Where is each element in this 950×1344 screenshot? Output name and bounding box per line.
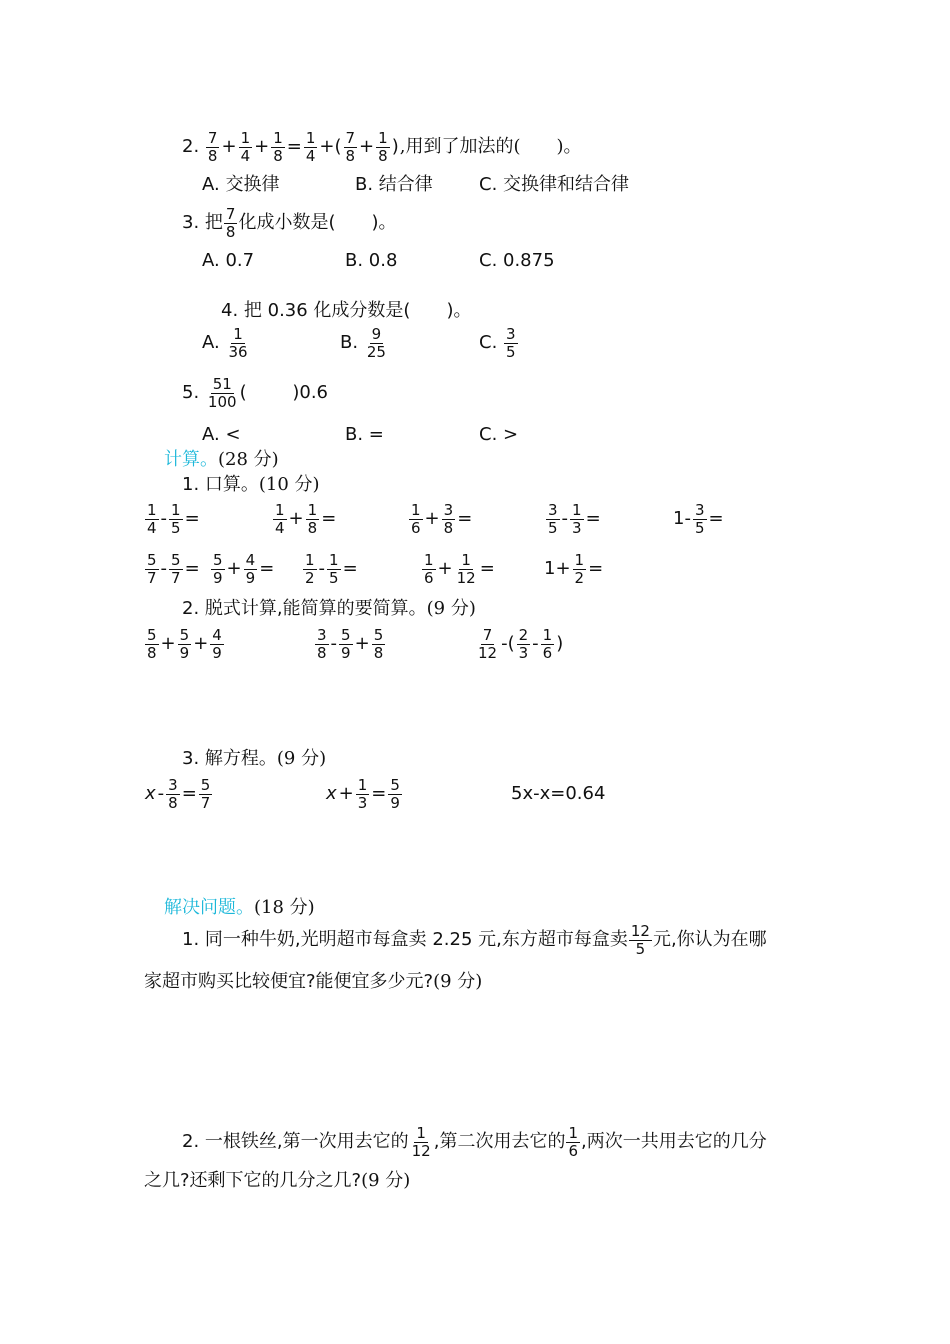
section-points: (18 分)	[254, 897, 315, 918]
section-title: 解决问题。	[164, 897, 254, 918]
stepwise-expr: $\frac{7}{12}$ -( $\frac{2}{3}$ - $\frac{1}{6}$ )	[478, 626, 564, 662]
equations-title: 3. 解方程。 (9 分)	[182, 748, 327, 769]
section-points: (28 分)	[218, 449, 279, 470]
oral-expr: $\frac{1}{6}$ + $\frac{3}{8}$ =	[411, 501, 473, 537]
q5-option-b[interactable]: B. =	[345, 424, 384, 445]
problem-1-line-2: 家超市购买比较便宜?能便宜多少元? (9 分)	[144, 971, 483, 992]
q4-close: )。	[446, 300, 472, 321]
fraction: $\frac{7}{8}$	[207, 129, 218, 165]
fraction: $\frac{9}{25}$	[366, 325, 386, 361]
problem-2-line-2: 之几?还剩下它的几分之几? (9 分)	[144, 1170, 411, 1191]
oral-expr: 1- $\frac{3}{5}$ =	[673, 501, 724, 537]
fraction: $\frac{1}{8}$	[273, 129, 283, 165]
fraction: $\frac{51}{100}$	[207, 375, 237, 411]
stepwise-expr: $\frac{3}{8}$ - $\frac{5}{9}$ + $\frac{5}{8}$	[317, 626, 384, 662]
oral-title: 1. 口算。 (10 分)	[182, 474, 320, 495]
q3-option-a[interactable]: A. 0.7	[202, 250, 255, 271]
q4-stem	[221, 302, 471, 320]
oral-expr: $\frac{1}{4}$ - $\frac{1}{5}$ =	[147, 501, 200, 537]
oral-expr: $\frac{1}{4}$ + $\frac{1}{8}$ =	[275, 501, 337, 537]
fraction: $\frac{1}{4}$	[240, 129, 251, 165]
fraction: $\frac{7}{8}$	[345, 129, 356, 165]
q4-option-b[interactable]: B. $\frac{9}{25}$	[340, 325, 386, 361]
problem-2-line-1: 2. 一根铁丝,第一次用去它的 $\frac{1}{12}$ ,第二次用去它的 $\frac{1}{6}$ ,两次一共用去它的几分	[182, 1124, 767, 1160]
q5-stem	[182, 376, 328, 410]
q2-close: )。	[556, 136, 582, 157]
section-title: 计算。	[164, 449, 218, 470]
equation: x - $\frac{3}{8}$ = $\frac{5}{7}$	[145, 776, 211, 812]
oral-expr: 1+ $\frac{1}{2}$ =	[544, 551, 604, 587]
q2-suffix: ,用到了加法的(	[399, 136, 521, 157]
q5-text: ( )0.6	[239, 382, 329, 403]
q4-text: 4. 把 0.36 化成分数是(	[221, 300, 411, 321]
q2-option-b[interactable]: B. 结合律	[355, 174, 433, 195]
oral-expr: $\frac{3}{5}$ - $\frac{1}{3}$ =	[548, 501, 601, 537]
oral-expr: $\frac{1}{6}$ + $\frac{1}{12}$ =	[424, 551, 495, 587]
q4-option-a[interactable]: A. $\frac{1}{36}$	[202, 325, 248, 361]
fraction: $\frac{1}{4}$	[305, 129, 316, 165]
q5-number: 5.	[182, 382, 200, 403]
oral-expr: $\frac{1}{2}$ - $\frac{1}{5}$ =	[305, 551, 358, 587]
equation: x + $\frac{1}{3}$ = $\frac{5}{9}$	[326, 776, 400, 812]
oral-expr: $\frac{5}{7}$ - $\frac{5}{7}$ =	[147, 551, 200, 587]
fraction: $\frac{1}{8}$	[378, 129, 388, 165]
q3-suffix: 化成小数是(	[238, 212, 336, 233]
solve-heading	[164, 899, 315, 917]
problem-1-line-1: 1. 同一种牛奶,光明超市每盒卖 2.25 元,东方超市每盒卖 $\frac{12}{5}$ 元,你认为在哪	[182, 922, 767, 958]
oral-expr: $\frac{5}{9}$ + $\frac{4}{9}$ =	[213, 551, 275, 587]
fraction: $\frac{7}{8}$	[225, 205, 236, 241]
q3-number: 3. 把	[182, 212, 223, 233]
fraction: $\frac{1}{6}$	[568, 1124, 578, 1160]
fraction: $\frac{3}{5}$	[506, 325, 516, 361]
stepwise-expr: $\frac{5}{8}$ + $\frac{5}{9}$ + $\frac{4}{9}$	[147, 626, 222, 662]
q3-option-b[interactable]: B. 0.8	[345, 250, 398, 271]
q4-option-c[interactable]: C. $\frac{3}{5}$	[479, 325, 516, 361]
q2-option-a[interactable]: A. 交换律	[202, 174, 280, 195]
equation: 5x-x=0.64	[511, 783, 606, 804]
q5-option-a[interactable]: A. <	[202, 424, 241, 445]
fraction: $\frac{1}{36}$	[228, 325, 248, 361]
q3-stem	[182, 206, 397, 240]
q2-option-c[interactable]: C. 交换律和结合律	[479, 174, 630, 195]
q5-option-c[interactable]: C. >	[479, 424, 519, 445]
calc-heading	[164, 451, 279, 469]
q2-number: 2.	[182, 136, 200, 157]
fraction: $\frac{1}{12}$	[411, 1124, 431, 1160]
stepwise-title: 2. 脱式计算,能简算的要简算。 (9 分)	[182, 598, 476, 619]
fraction: $\frac{12}{5}$	[630, 922, 650, 958]
q3-close: )。	[371, 212, 397, 233]
q3-option-c[interactable]: C. 0.875	[479, 250, 555, 271]
q2-stem: 2. $\frac{7}{8}$ + $\frac{1}{4}$ + $\frac{1}{8}$ = $\frac{1}{4}$ +( $\frac{7}{8}$ + $\frac{1}{8}$ ) ,用到了加法的( )。	[182, 129, 582, 165]
